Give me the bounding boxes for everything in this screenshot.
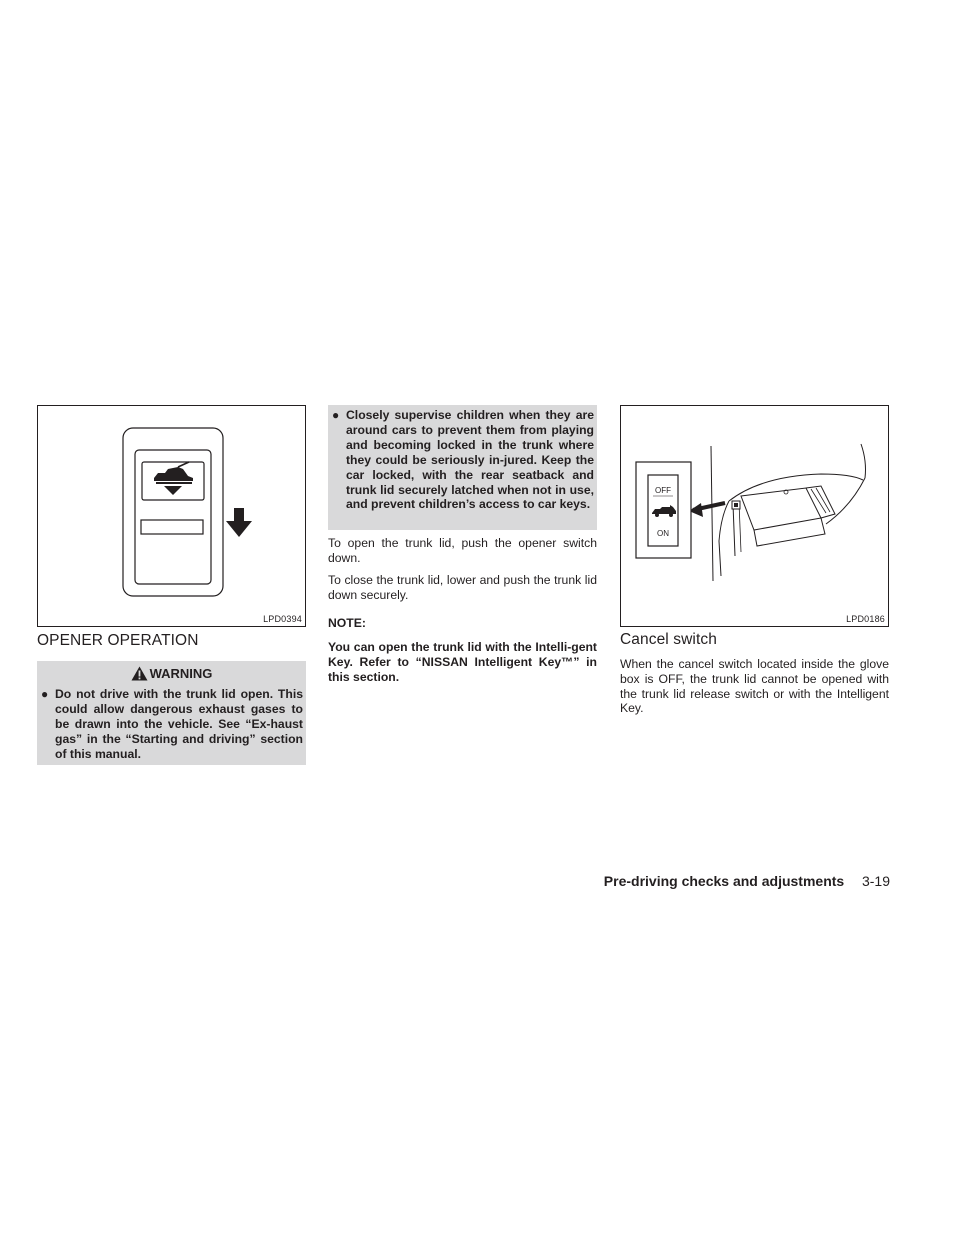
warning-title <box>37 661 306 681</box>
bullet-icon: ● <box>332 408 340 422</box>
bullet-icon: ● <box>41 687 49 701</box>
open-instruction: To open the trunk lid, push the opener switch down. <box>328 536 597 565</box>
switch-off-label: OFF <box>655 486 671 495</box>
figure-code: LPD0394 <box>263 614 302 624</box>
switch-on-label: ON <box>657 529 669 538</box>
close-instruction: To close the trunk lid, lower and push the trunk lid down securely. <box>328 573 597 602</box>
warning-box <box>37 661 306 765</box>
footer-section-label: Pre-driving checks and adjustments <box>603 873 845 889</box>
warning-bullet-2-text: Closely supervise children when they are around cars to prevent them from playing and becoming locked in the trunk where they could be seriously in-jured. Keep the car locked, with the rear seatback and trunk lid securely latched when not in use, and prevent children’s access to car keys. <box>346 408 594 512</box>
note-text: You can open the trunk lid with the Intelli-gent Key. Refer to “NISSAN Intelligent Key™” in this section. <box>328 640 597 684</box>
cancel-switch-figure <box>620 405 889 627</box>
cancel-switch-title: Cancel switch <box>620 631 717 648</box>
page-number: 3-19 <box>861 873 890 889</box>
warning-box-continued <box>328 405 597 530</box>
opener-switch-figure <box>37 405 306 627</box>
cancel-switch-text: When the cancel switch located inside the glove box is OFF, the trunk lid cannot be opened with the trunk lid release switch or with the Intelligent Key. <box>620 657 889 716</box>
figure-code: LPD0186 <box>846 614 885 624</box>
push-down-arrow-icon <box>226 508 252 537</box>
warning-bullet <box>37 687 303 762</box>
section-title: OPENER OPERATION <box>37 632 199 649</box>
warning-triangle-icon <box>131 666 148 681</box>
opener-switch-illustration <box>38 406 305 626</box>
note-label: NOTE: <box>328 616 366 630</box>
page-footer <box>604 873 890 889</box>
glove-box-illustration <box>621 406 888 626</box>
warning-bullet-text: Do not drive with the trunk lid open. This could allow dangerous exhaust gases to be drawn into the vehicle. See “Ex-haust gas” in the “Starting and driving” section of this manual. <box>55 687 303 761</box>
warning-title-text: WARNING <box>149 666 213 681</box>
warning-bullet-2 <box>328 408 594 512</box>
